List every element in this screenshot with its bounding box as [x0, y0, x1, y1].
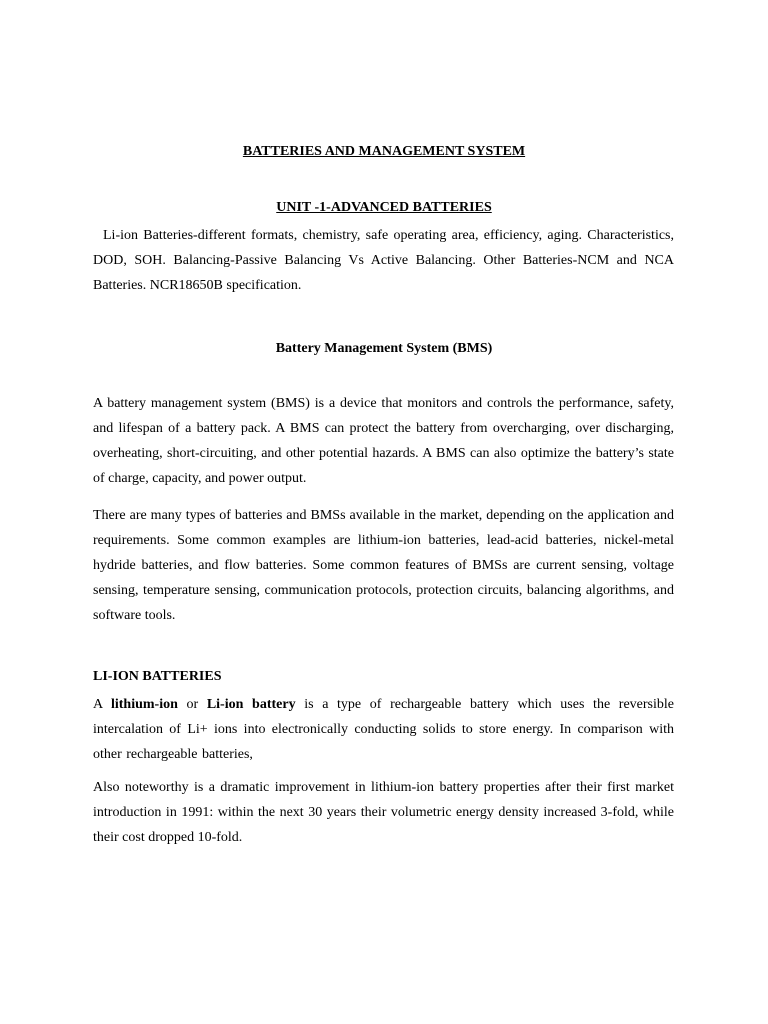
bms-paragraph-2: There are many types of batteries and BMSs available in the market, depending on the application and requirements. Some common examples are lithium-ion batteries, lead-acid batteries, nickel-metal hydride batteries, and flow batteries. Some common features of BMSs are current sensing, voltage sensing, temperature sensing, communication protocols, protection circuits, balancing algorithms, and software tools.	[93, 508, 674, 623]
liion-term-lithium-ion: lithium-ion	[110, 697, 178, 712]
liion-p1-prefix: A	[93, 697, 111, 712]
liion-paragraph-2: Also noteworthy is a dramatic improvement in lithium-ion battery properties after their first market introduction in 1991: within the next 30 years their volumetric energy density increased 3-fold, while their cost dropped 10-fold.	[93, 780, 674, 845]
liion-heading: LI-ION BATTERIES	[93, 669, 222, 684]
document-title: BATTERIES AND MANAGEMENT SYSTEM	[242, 144, 526, 159]
unit-description: Li-ion Batteries-different formats, chemistry, safe operating area, efficiency, aging. Characteristics, DOD, SOH. Balancing-Passive Balancing Vs Active Balancing. Other Batteries-NCM and NCA Batteries. NCR18650B specification.	[93, 228, 674, 293]
bms-heading: Battery Management System (BMS)	[275, 341, 493, 356]
liion-p1-rest: is a type of rechargeable battery which uses the reversible intercalation of Li+ ions into electronically conducting solids to store energy. In comparison with other rechargeable batteries,	[93, 697, 674, 762]
liion-paragraph-1	[93, 692, 674, 767]
unit-title: UNIT -1-ADVANCED BATTERIES	[276, 200, 492, 215]
bms-paragraph-1: A battery management system (BMS) is a device that monitors and controls the performance, safety, and lifespan of a battery pack. A BMS can protect the battery from overcharging, over discharging, overheating, short-circuiting, and other potential hazards. A BMS can also optimize the battery’s state of charge, capacity, and power output.	[93, 396, 674, 486]
liion-p1-or: or	[177, 697, 207, 712]
liion-term-li-ion-battery: Li-ion battery	[206, 697, 296, 712]
